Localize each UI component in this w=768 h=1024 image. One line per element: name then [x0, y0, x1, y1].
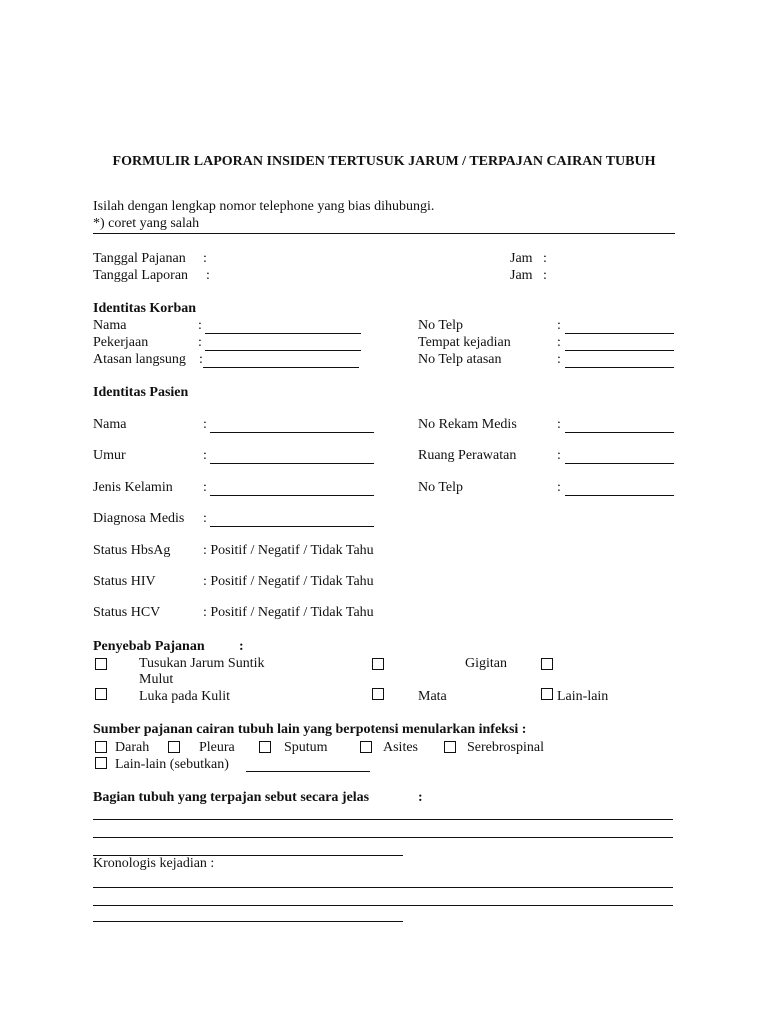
luka-label: Luka pada Kulit — [139, 689, 230, 704]
kronologis-field-line-3[interactable] — [93, 921, 403, 922]
korban-tempat-field[interactable] — [565, 350, 674, 351]
lain-lain-label: Lain-lain — [557, 689, 609, 704]
note-text: *) coret yang salah — [93, 216, 200, 231]
korban-no-telp-field[interactable] — [565, 333, 674, 334]
header-divider — [93, 233, 675, 234]
kronologis-field-line-2[interactable] — [93, 905, 673, 906]
pasien-diagnosa-label: Diagnosa Medis — [93, 511, 185, 526]
sumber-heading: Sumber pajanan cairan tubuh lain yang berpotensi menularkan infeksi : — [93, 722, 527, 737]
colon: : — [543, 268, 547, 283]
pasien-umur-field[interactable] — [210, 463, 374, 464]
kronologis-field-line-1[interactable] — [93, 887, 673, 888]
korban-atasan-label: Atasan langsung — [93, 352, 186, 367]
pasien-no-telp-label: No Telp — [418, 480, 464, 495]
colon: : — [199, 352, 203, 367]
luka-checkbox[interactable] — [95, 688, 107, 700]
pasien-diagnosa-field[interactable] — [210, 526, 374, 527]
colon: : — [203, 417, 207, 432]
colon: : — [543, 251, 547, 266]
lain-lain-checkbox[interactable] — [541, 688, 553, 700]
colon: : — [198, 318, 202, 333]
colon: : — [557, 480, 561, 495]
korban-pekerjaan-label: Pekerjaan — [93, 335, 149, 350]
colon: : — [206, 268, 210, 283]
korban-no-telp-atasan-field[interactable] — [565, 367, 674, 368]
colon: : — [557, 318, 561, 333]
kronologis-label: Kronologis kejadian : — [93, 856, 215, 871]
sumber-lain-checkbox[interactable] — [95, 757, 107, 769]
pasien-nama-label: Nama — [93, 417, 127, 432]
korban-no-telp-atasan-label: No Telp atasan — [418, 352, 502, 367]
form-title: FORMULIR LAPORAN INSIDEN TERTUSUK JARUM / TERPAJAN CAIRAN TUBUH — [112, 154, 656, 169]
asites-label: Asites — [383, 740, 418, 755]
tusukan-label: Tusukan Jarum Suntik — [139, 656, 265, 671]
pasien-heading: Identitas Pasien — [93, 385, 189, 400]
sputum-checkbox[interactable] — [259, 741, 271, 753]
colon: : — [203, 480, 207, 495]
colon: : — [198, 335, 202, 350]
pasien-ruang-label: Ruang Perawatan — [418, 448, 517, 463]
colon: : — [557, 448, 561, 463]
jam-label: Jam — [510, 268, 533, 283]
pleura-checkbox[interactable] — [168, 741, 180, 753]
colon: : — [203, 251, 207, 266]
status-hbsag-label: Status HbsAg — [93, 543, 171, 558]
korban-pekerjaan-field[interactable] — [205, 350, 361, 351]
tanggal-pajanan-label: Tanggal Pajanan — [93, 251, 186, 266]
mulut-checkbox[interactable] — [541, 658, 553, 670]
status-hiv-label: Status HIV — [93, 574, 156, 589]
pasien-ruang-field[interactable] — [565, 463, 674, 464]
korban-atasan-field[interactable] — [203, 367, 359, 368]
sumber-lain-field[interactable] — [246, 771, 370, 772]
colon: : — [557, 417, 561, 432]
sputum-label: Sputum — [284, 740, 328, 755]
colon: : — [203, 448, 207, 463]
korban-no-telp-label: No Telp — [418, 318, 464, 333]
instruction-text: Isilah dengan lengkap nomor telephone yang bias dihubungi. — [93, 199, 435, 214]
colon: : — [418, 790, 423, 805]
pasien-no-rekam-medis-label: No Rekam Medis — [418, 417, 517, 432]
gigitan-label: Gigitan — [465, 656, 507, 671]
pasien-umur-label: Umur — [93, 448, 126, 463]
status-hbsag-options[interactable]: : Positif / Negatif / Tidak Tahu — [203, 543, 374, 558]
penyebab-heading: Penyebab Pajanan — [93, 639, 205, 654]
mulut-label: Mulut — [139, 672, 174, 687]
pasien-jenis-kelamin-field[interactable] — [210, 495, 374, 496]
korban-heading: Identitas Korban — [93, 301, 197, 316]
darah-checkbox[interactable] — [95, 741, 107, 753]
pleura-label: Pleura — [199, 740, 235, 755]
korban-tempat-label: Tempat kejadian — [418, 335, 511, 350]
sumber-lain-label: Lain-lain (sebutkan) — [115, 757, 229, 772]
korban-nama-field[interactable] — [205, 333, 361, 334]
colon: : — [557, 352, 561, 367]
korban-nama-label: Nama — [93, 318, 127, 333]
serebrospinal-checkbox[interactable] — [444, 741, 456, 753]
pasien-nama-field[interactable] — [210, 432, 374, 433]
darah-label: Darah — [115, 740, 150, 755]
colon: : — [239, 639, 244, 654]
serebrospinal-label: Serebrospinal — [467, 740, 544, 755]
status-hiv-options[interactable]: : Positif / Negatif / Tidak Tahu — [203, 574, 374, 589]
pasien-no-telp-field[interactable] — [565, 495, 674, 496]
tusukan-checkbox[interactable] — [95, 658, 107, 670]
pasien-no-rekam-medis-field[interactable] — [565, 432, 674, 433]
pasien-jenis-kelamin-label: Jenis Kelamin — [93, 480, 173, 495]
jam-label: Jam — [510, 251, 533, 266]
bagian-field-line-1[interactable] — [93, 819, 673, 820]
mata-checkbox[interactable] — [372, 688, 384, 700]
mata-label: Mata — [418, 689, 447, 704]
colon: : — [557, 335, 561, 350]
bagian-heading: Bagian tubuh yang terpajan sebut secara jelas — [93, 790, 370, 805]
colon: : — [203, 511, 207, 526]
gigitan-checkbox[interactable] — [372, 658, 384, 670]
bagian-field-line-2[interactable] — [93, 837, 673, 838]
asites-checkbox[interactable] — [360, 741, 372, 753]
status-hcv-label: Status HCV — [93, 605, 161, 620]
tanggal-laporan-label: Tanggal Laporan — [93, 268, 189, 283]
status-hcv-options[interactable]: : Positif / Negatif / Tidak Tahu — [203, 605, 374, 620]
